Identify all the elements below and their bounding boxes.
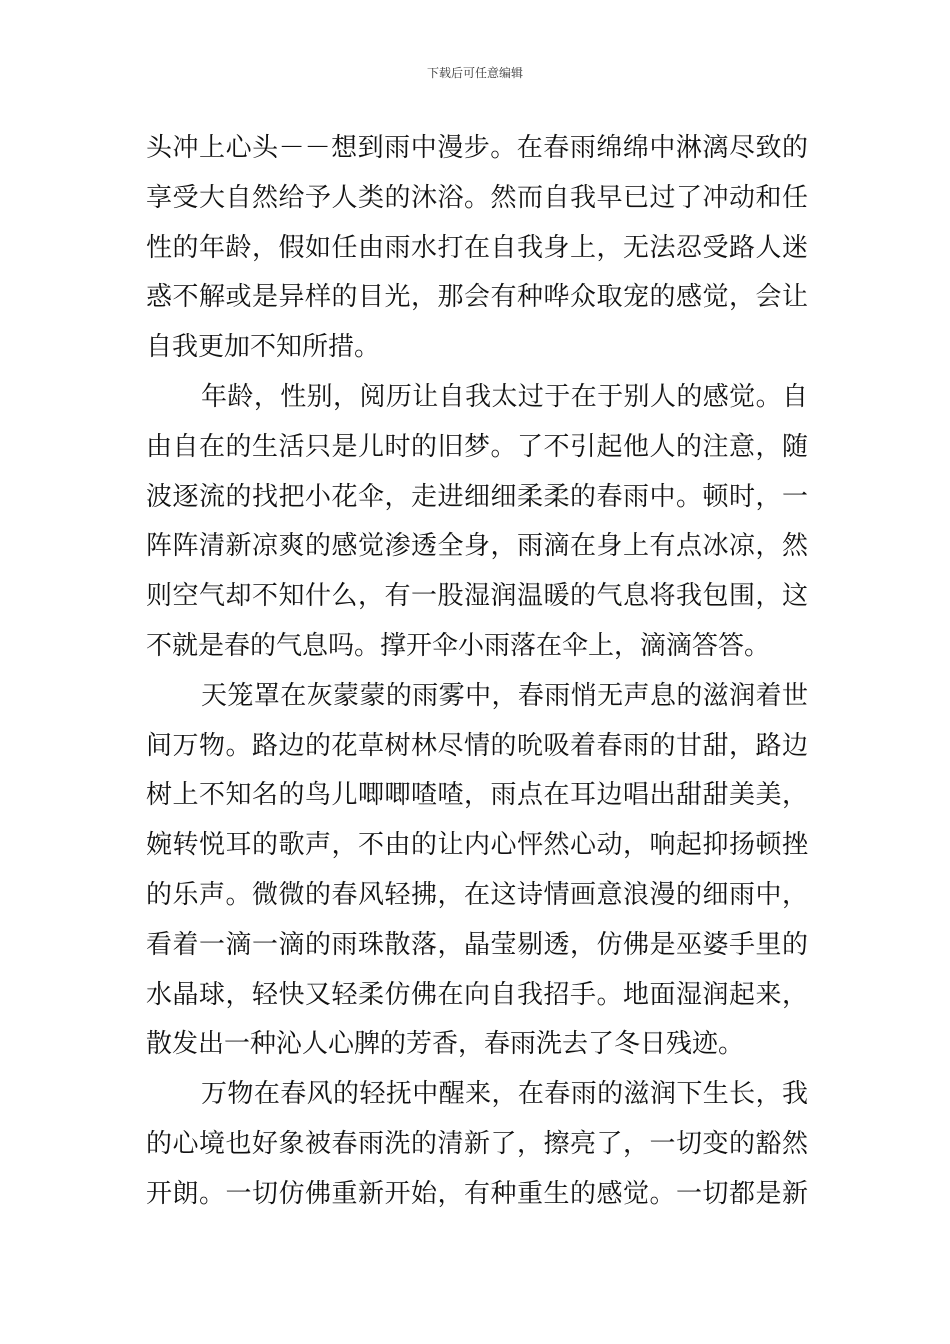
text-line: 万物在春风的轻抚中醒来，在春雨的滋润下生长，我 [201,1079,808,1110]
text-line: 的乐声。微微的春风轻拂，在这诗情画意浪漫的细雨中， [146,879,808,910]
text-line: 性的年龄，假如任由雨水打在自我身上，无法忍受路人迷 [146,232,808,263]
paragraph [146,672,808,1070]
text-line: 婉转悦耳的歌声，不由的让内心怦然心动，响起抑扬顿挫 [146,830,808,861]
text-line: 年龄，性别，阅历让自我太过于在于别人的感觉。自 [201,381,808,412]
text-line: 波逐流的找把小花伞，走进细细柔柔的春雨中。顿时，一 [146,481,808,512]
paragraph [146,373,808,672]
text-line: 开朗。一切仿佛重新开始，有种重生的感觉。一切都是新 [146,1178,808,1209]
text-line: 天笼罩在灰蒙蒙的雨雾中，春雨悄无声息的滋润着世 [201,680,808,711]
text-line: 水晶球，轻快又轻柔仿佛在向自我招手。地面湿润起来， [146,979,808,1010]
text-line: 自我更加不知所措。 [146,332,381,363]
text-line: 由自在的生活只是儿时的旧梦。了不引起他人的注意，随 [146,431,808,462]
text-line: 惑不解或是异样的目光，那会有种哗众取宠的感觉，会让 [146,282,808,313]
text-line: 树上不知名的鸟儿唧唧喳喳，雨点在耳边唱出甜甜美美， [146,780,808,811]
text-line: 散发出一种沁人心脾的芳香，春雨洗去了冬日残迹。 [146,1029,745,1060]
paragraph [146,124,808,373]
page-header: 下载后可任意编辑 [426,66,523,80]
text-line: 间万物。路边的花草树林尽情的吮吸着春雨的甘甜，路边 [146,730,808,761]
text-line: 头冲上心头－－想到雨中漫步。在春雨绵绵中淋漓尽致的 [146,133,808,163]
text-line: 则空气却不知什么，有一股湿润温暖的气息将我包围，这 [146,581,808,612]
text-line: 看着一滴一滴的雨珠散落，晶莹剔透，仿佛是巫婆手里的 [146,929,808,960]
document-body [146,124,808,1220]
paragraph [146,1070,808,1219]
text-line: 不就是春的气息吗。撑开伞小雨落在伞上，滴滴答答。 [146,630,771,661]
text-line: 阵阵清新凉爽的感觉渗透全身，雨滴在身上有点冰凉，然 [146,531,808,562]
text-line: 的心境也好象被春雨洗的清新了，擦亮了，一切变的豁然 [146,1128,808,1159]
text-line: 享受大自然给予人类的沐浴。然而自我早已过了冲动和任 [146,182,808,213]
